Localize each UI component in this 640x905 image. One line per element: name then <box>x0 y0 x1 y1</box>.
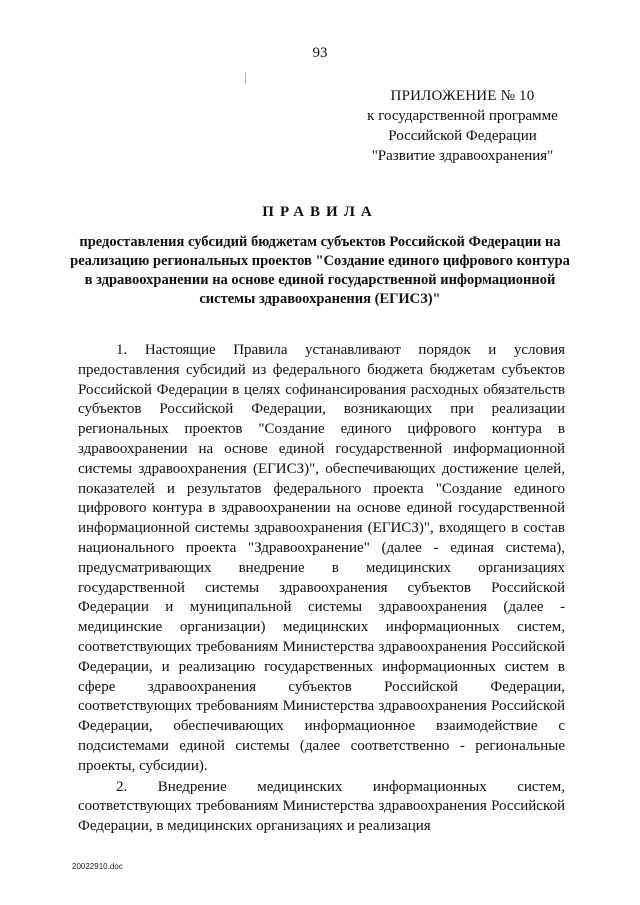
paragraph-2: 2. Внедрение медицинских информационных систем, соответствующих требованиям Министерства здравоохранения Российской Федерации, в медицинских организациях и реализация <box>78 778 565 835</box>
appendix-heading: ПРИЛОЖЕНИЕ № 10 <box>390 88 535 104</box>
appendix-line-program-name: "Развитие здравоохранения" <box>371 148 554 164</box>
appendix-line-program: к государственной программе <box>367 108 558 124</box>
document-title: ПРАВИЛА <box>262 204 378 220</box>
scan-mark <box>245 72 246 84</box>
paragraph-1: 1. Настоящие Правила устанавливают порядок и условия предоставления субсидий из федерального бюджета бюджетам субъектов Российской Федерации в целях софинансирования расходных обязательств субъектов Российской Федерации, возникающих при реализации региональных проектов "Создание единого цифрового контура в здравоохранении на основе единой государственной информационной системы здравоохранения (ЕГИСЗ)", обеспечивающих достижение целей, показателей и результатов федерального проекта "Создание единого цифрового контура в здравоохранении на основе единой государственной информационной системы здравоохранения (ЕГИСЗ)", входящего в состав национального проекта "Здравоохранение" (далее - единая система), предусматривающих внедрение в медицинских организациях государственной системы здравоохранения субъектов Российской Федерации и муниципальной системы здравоохранения (далее - медицинские организации) медицинских информационных систем, соответствующих требованиям Министерства здравоохранения Российской Федерации, и реализацию государственных информационных систем в сфере здравоохранения субъектов Российской Федерации, соответствующих требованиям Министерства здравоохранения Российской Федерации, обеспечивающих информационное взаимодействие с подсистемами единой системы (далее соответственно - региональные проекты, субсидии). <box>78 342 565 774</box>
document-body <box>78 341 565 838</box>
file-name-footer: 20022910.doc <box>72 862 123 871</box>
appendix-block <box>340 86 585 166</box>
page-number: 93 <box>312 45 328 61</box>
document-subtitle: предоставления субсидий бюджетам субъектов Российской Федерации на реализацию региональных проектов "Создание единого цифрового контура в здравоохранении на основе единой государственной информационной системы здравоохранения (ЕГИСЗ)" <box>70 234 570 307</box>
appendix-line-country: Российской Федерации <box>388 128 537 144</box>
